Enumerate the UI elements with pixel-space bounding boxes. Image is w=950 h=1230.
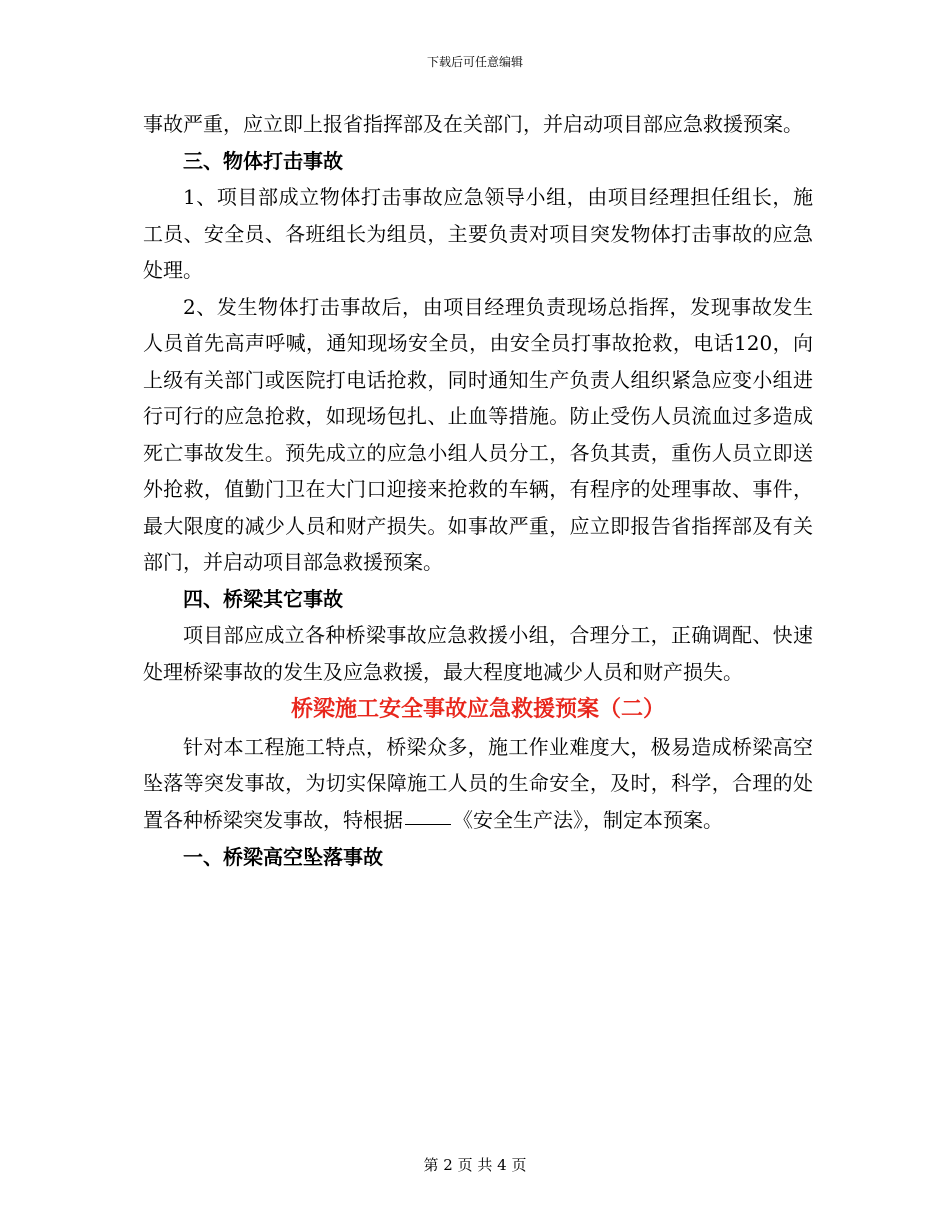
section-heading-3: 三、物体打击事故 [183,148,343,173]
paragraph-3-2: 2、发生物体打击事故后，由项目经理负责现场总指挥，发现事故发生人员首先高声呼喊，通知现场安全员，由安全员打事故抢救，电话120，向上级有关部门或医院打电话抢救，同时通知生产负责人组织紧急应变小组进行可行的应急抢救，如现场包扎、止血等措施。防止受伤人员流血过多造成死亡事故发生。预先成立的应急小组人员分工，各负其责，重伤人员立即送外抢救，值勤门卫在大门口迎接来抢救的车辆，有程序的处理事故、事件，最大限度的减少人员和财产损失。如事故严重，应立即报告省指挥部及有关部门，并启动项目部急救援预案。 [143,294,813,574]
paragraph-5 [143,729,813,839]
paragraph-5-part-b: 《安全生产法》，制定本预案。 [453,807,723,832]
paragraph-4: 项目部应成立各种桥梁事故应急救援小组，合理分工，正确调配、快速处理桥梁事故的发生及应急救援，最大程度地减少人员和财产损失。 [143,623,813,684]
section-heading-4: 四、桥梁其它事故 [183,586,343,611]
page-footer: 第 2 页 共 4 页 [423,1156,527,1174]
paragraph-intro: 事故严重，应立即上报省指挥部及在关部门，并启动项目部应急救援预案。 [143,112,803,136]
page-header: 下载后可任意编辑 [426,55,523,69]
document-body [143,106,813,876]
section-heading-1: 一、桥梁高空坠落事故 [183,845,383,869]
paragraph-3-1: 1、项目部成立物体打击事故应急领导小组，由项目经理担任组长，施工员、安全员、各班组长为组员，主要负责对项目突发物体打击事故的应急处理。 [143,185,813,282]
document-title: 桥梁施工安全事故应急救援预案（二） [290,696,665,722]
paragraph-5-part-a: 针对本工程施工特点，桥梁众多，施工作业难度大，极易造成桥梁高空坠落等突发事故，为切实保障施工人员的生命安全，及时，科学，合理的处置各种桥梁突发事故，特根据 [143,734,813,832]
fill-blank [405,823,451,825]
